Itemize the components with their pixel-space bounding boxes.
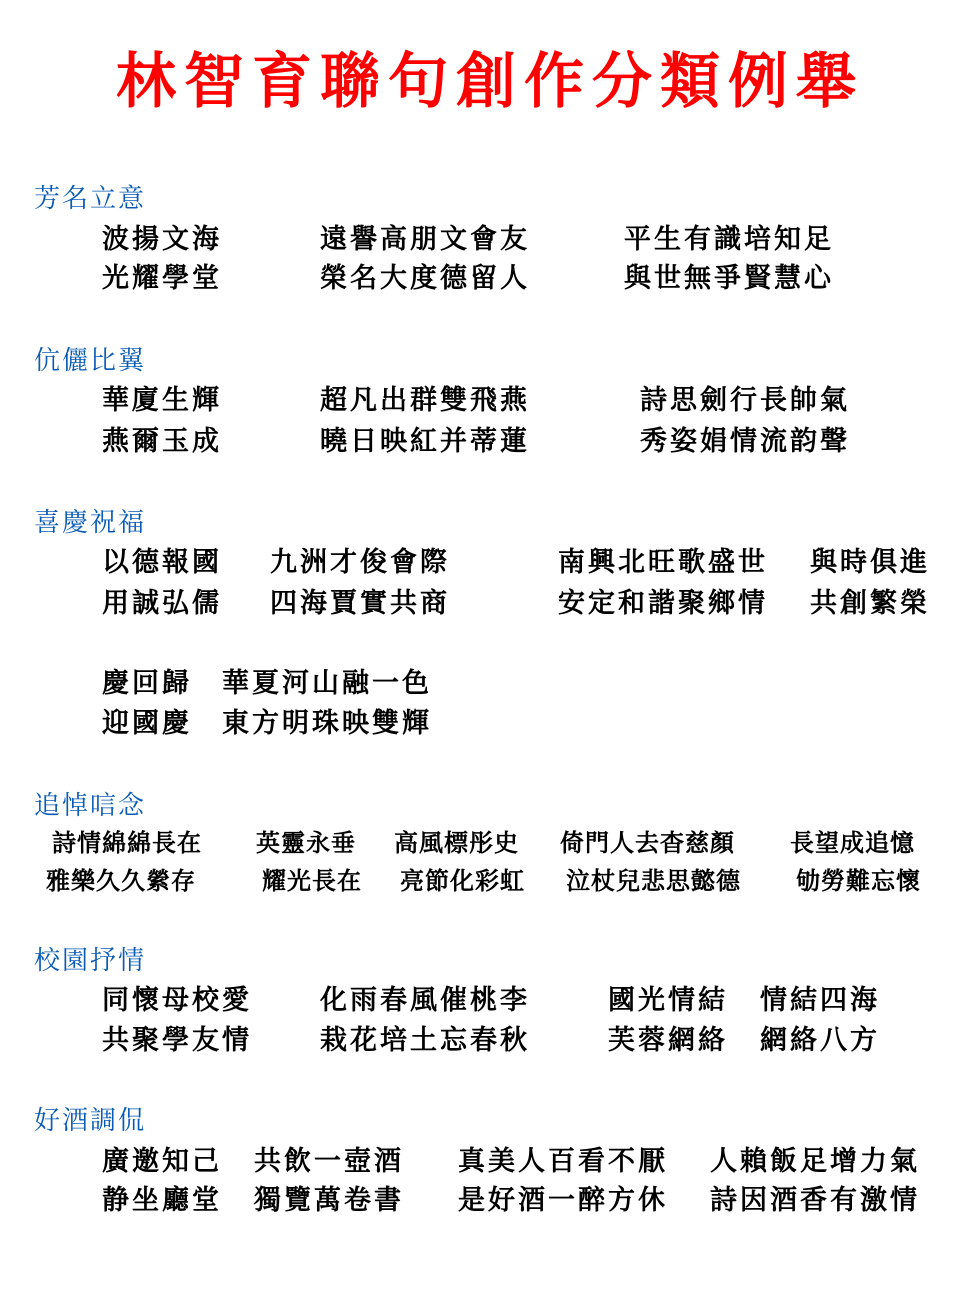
couplet-cell: 東方明珠映雙輝	[222, 708, 432, 739]
couplet-cell: 泣杖兒悲思懿德	[566, 866, 741, 895]
couplet-cell: 詩因酒香有激情	[710, 1185, 920, 1216]
couplet-cell: 詩思劍行長帥氣	[640, 385, 850, 416]
couplet-cell: 九洲才俊會際	[270, 547, 450, 578]
couplet-cell: 平生有識培知足	[624, 224, 834, 255]
section-title: 追悼唁念	[34, 791, 147, 821]
couplet-cell: 四海賈實共商	[270, 588, 450, 619]
couplet-cell: 與時俱進	[810, 547, 930, 578]
couplet-cell: 共創繁榮	[810, 588, 930, 619]
couplet-cell: 英靈永垂	[256, 828, 356, 857]
couplet-cell: 人賴飯足增力氣	[710, 1146, 920, 1177]
couplet-cell: 以德報國	[102, 547, 222, 578]
couplet-cell: 遠譽高朋文會友	[320, 224, 530, 255]
section-title: 好酒調侃	[34, 1106, 147, 1136]
couplet-cell: 榮名大度德留人	[320, 263, 530, 294]
couplet-cell: 燕爾玉成	[102, 426, 222, 457]
couplet-cell: 與世無爭賢慧心	[624, 263, 834, 294]
couplet-cell: 静坐廳堂	[102, 1185, 222, 1216]
couplet-cell: 安定和諧聚鄉情	[558, 588, 768, 619]
couplet-cell: 超凡出群雙飛燕	[320, 385, 530, 416]
section-title: 芳名立意	[34, 184, 147, 214]
section-title: 喜慶祝福	[34, 508, 147, 538]
couplet-cell: 慶回歸	[102, 668, 192, 699]
couplet-cell: 詩情綿綿長在	[52, 828, 202, 857]
couplet-cell: 同懷母校愛	[102, 985, 252, 1016]
section-title: 校園抒情	[34, 946, 147, 976]
couplet-cell: 網絡八方	[760, 1025, 880, 1056]
couplet-cell: 共飲一壺酒	[254, 1146, 404, 1177]
couplet-cell: 南興北旺歌盛世	[558, 547, 768, 578]
couplet-cell: 獨覽萬卷書	[254, 1185, 404, 1216]
page-title: 林智育聯句創作分類例舉	[116, 47, 864, 117]
couplet-cell: 耀光長在	[262, 866, 362, 895]
couplet-cell: 國光情結	[608, 985, 728, 1016]
couplet-cell: 華廈生輝	[102, 385, 222, 416]
couplet-cell: 波揚文海	[102, 224, 222, 255]
couplet-cell: 光耀學堂	[102, 263, 222, 294]
couplet-cell: 亮節化彩虹	[400, 866, 525, 895]
couplet-cell: 共聚學友情	[102, 1025, 252, 1056]
couplet-cell: 芙蓉網絡	[608, 1025, 728, 1056]
couplet-cell: 迎國慶	[102, 708, 192, 739]
couplet-cell: 情結四海	[760, 985, 880, 1016]
couplet-cell: 廣邀知己	[102, 1146, 222, 1177]
couplet-cell: 長望成追憶	[790, 828, 915, 857]
section-title: 伉儷比翼	[34, 346, 147, 376]
couplet-cell: 化雨春風催桃李	[320, 985, 530, 1016]
couplet-cell: 曉日映紅并蒂蓮	[320, 426, 530, 457]
couplet-cell: 是好酒一醉方休	[458, 1185, 668, 1216]
couplet-cell: 用誠弘儒	[102, 588, 222, 619]
couplet-cell: 真美人百看不厭	[458, 1146, 668, 1177]
couplet-cell: 栽花培土忘春秋	[320, 1025, 530, 1056]
couplet-cell: 雅樂久久縈存	[46, 866, 196, 895]
couplet-cell: 高風標彤史	[394, 828, 519, 857]
couplet-cell: 劬勞難忘懷	[796, 866, 921, 895]
couplet-cell: 秀姿娟情流韵聲	[640, 426, 850, 457]
couplet-cell: 華夏河山融一色	[222, 668, 432, 699]
couplet-cell: 倚門人去杳慈顏	[560, 828, 735, 857]
